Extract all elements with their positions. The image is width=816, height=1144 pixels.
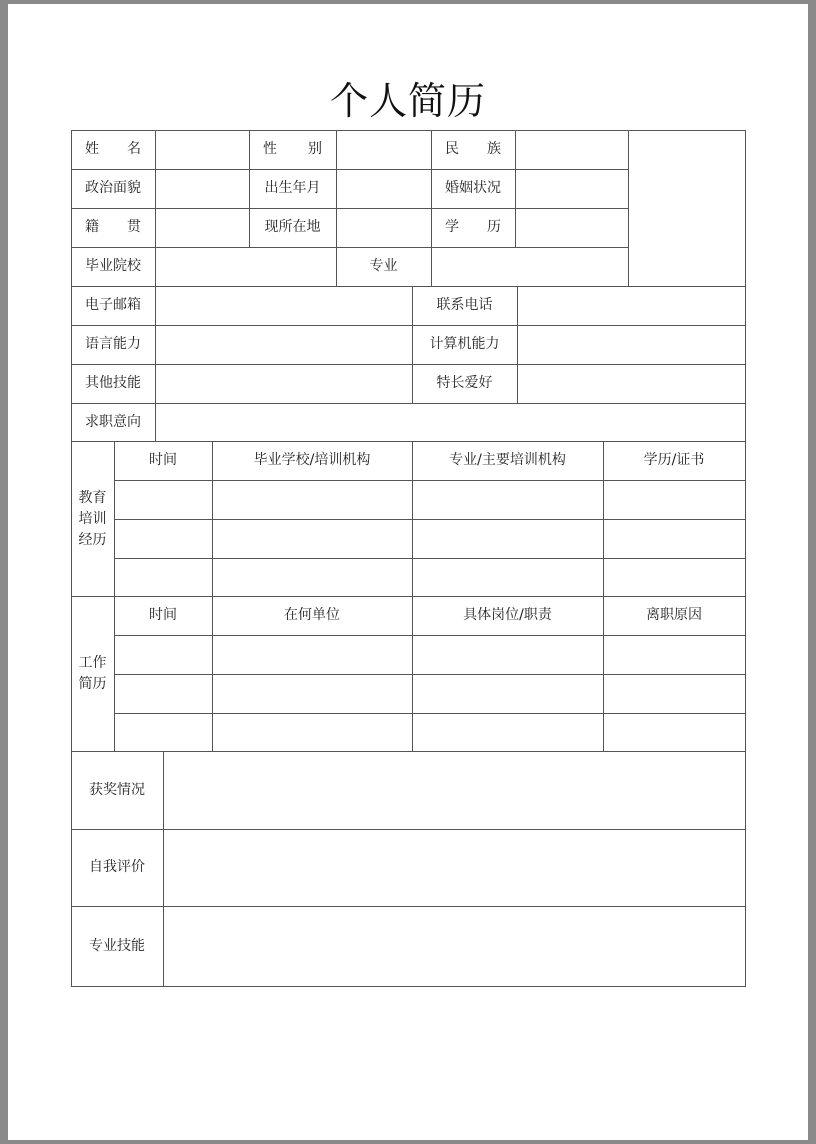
education-section-label-part-2: 培训 xyxy=(78,510,107,527)
work-row-2-col-4-field[interactable] xyxy=(603,674,746,714)
native-label-part-1: 籍 xyxy=(85,219,99,235)
education-header-4: 学历/证书 xyxy=(643,452,705,468)
hobby-field[interactable] xyxy=(517,364,746,404)
marital-label: 婚姻状况 xyxy=(445,180,501,196)
work-header-4: 离职原因 xyxy=(646,607,702,623)
education-row-2-col-2-field[interactable] xyxy=(212,519,413,559)
work-header-1: 时间 xyxy=(149,607,177,623)
name-label-part-1: 姓 xyxy=(85,141,99,157)
education-row-3-col-3-field[interactable] xyxy=(412,558,604,598)
education-row-2-col-1-field[interactable] xyxy=(114,519,213,559)
education-row-3-col-2-field[interactable] xyxy=(212,558,413,598)
photo-field[interactable] xyxy=(628,130,746,287)
marital-field[interactable] xyxy=(515,169,629,209)
education-section-label xyxy=(71,441,114,597)
work-row-1-col-2-field[interactable] xyxy=(212,635,413,675)
name-field[interactable] xyxy=(155,130,250,170)
page-title: 个人简历 xyxy=(329,79,486,123)
gender-label-part-2: 别 xyxy=(308,141,322,157)
education-level-label xyxy=(431,208,515,247)
work-row-2-col-3-field[interactable] xyxy=(412,674,604,714)
hobby-label: 特长爱好 xyxy=(436,375,493,391)
work-header-2: 在何单位 xyxy=(284,607,340,623)
pro-skills-label: 专业技能 xyxy=(89,937,145,954)
education-level-label-part-1: 学 xyxy=(445,219,459,235)
school-field[interactable] xyxy=(155,247,337,287)
political-label: 政治面貌 xyxy=(85,180,141,196)
gender-label xyxy=(249,130,336,169)
work-row-3-col-2-field[interactable] xyxy=(212,713,413,753)
education-row-1-col-2-field[interactable] xyxy=(212,480,413,520)
ethnic-label-part-1: 民 xyxy=(445,141,459,157)
native-field[interactable] xyxy=(155,208,250,248)
education-row-1-col-1-field[interactable] xyxy=(114,480,213,520)
education-level-field[interactable] xyxy=(515,208,629,248)
education-header-2: 毕业学校/培训机构 xyxy=(253,452,371,468)
work-row-3-col-4-field[interactable] xyxy=(603,713,746,753)
residence-field[interactable] xyxy=(336,208,432,248)
work-row-2-col-1-field[interactable] xyxy=(114,674,213,714)
work-row-1-col-3-field[interactable] xyxy=(412,635,604,675)
education-row-1-col-3-field[interactable] xyxy=(412,480,604,520)
email-field[interactable] xyxy=(155,286,413,326)
ethnic-label xyxy=(431,130,515,169)
birth-label: 出生年月 xyxy=(264,180,321,196)
ethnic-field[interactable] xyxy=(515,130,629,170)
email-label: 电子邮箱 xyxy=(85,297,141,313)
ethnic-label-part-2: 族 xyxy=(487,141,501,157)
language-field[interactable] xyxy=(155,325,413,365)
political-field[interactable] xyxy=(155,169,250,209)
education-section-label-part-1: 教育 xyxy=(78,489,107,506)
residence-label: 现所在地 xyxy=(264,219,321,235)
work-row-1-col-1-field[interactable] xyxy=(114,635,213,675)
major-label: 专业 xyxy=(369,258,398,274)
awards-label: 获奖情况 xyxy=(89,781,145,798)
education-row-1-col-4-field[interactable] xyxy=(603,480,746,520)
native-label xyxy=(71,208,155,247)
work-row-3-col-1-field[interactable] xyxy=(114,713,213,753)
self-eval-field[interactable] xyxy=(163,829,746,907)
education-row-3-col-4-field[interactable] xyxy=(603,558,746,598)
name-label xyxy=(71,130,155,169)
education-header-3: 专业/主要培训机构 xyxy=(449,452,566,468)
computer-label: 计算机能力 xyxy=(429,336,500,352)
job-intent-label: 求职意向 xyxy=(85,413,141,430)
education-level-label-part-2: 历 xyxy=(487,219,501,235)
gender-field[interactable] xyxy=(336,130,432,170)
work-header-3: 具体岗位/职责 xyxy=(463,607,552,623)
education-row-3-col-1-field[interactable] xyxy=(114,558,213,598)
work-row-2-col-2-field[interactable] xyxy=(212,674,413,714)
education-row-2-col-3-field[interactable] xyxy=(412,519,604,559)
computer-field[interactable] xyxy=(517,325,746,365)
education-section-label-part-3: 经历 xyxy=(78,531,107,548)
work-section-label-part-2: 简历 xyxy=(78,676,107,692)
school-label: 毕业院校 xyxy=(85,258,141,274)
other-skills-field[interactable] xyxy=(155,364,413,404)
job-intent-field[interactable] xyxy=(155,403,746,442)
gender-label-part-1: 性 xyxy=(263,141,277,157)
phone-field[interactable] xyxy=(517,286,746,326)
work-row-3-col-3-field[interactable] xyxy=(412,713,604,753)
other-skills-label: 其他技能 xyxy=(85,375,141,391)
awards-field[interactable] xyxy=(163,751,746,830)
work-row-1-col-4-field[interactable] xyxy=(603,635,746,675)
name-label-part-2: 名 xyxy=(127,141,141,157)
education-row-2-col-4-field[interactable] xyxy=(603,519,746,559)
major-field[interactable] xyxy=(431,247,629,287)
work-section-label-part-1: 工作 xyxy=(78,655,107,671)
work-section-label xyxy=(71,596,114,752)
phone-label: 联系电话 xyxy=(436,297,493,313)
education-header-1: 时间 xyxy=(149,452,177,468)
pro-skills-field[interactable] xyxy=(163,906,746,987)
native-label-part-2: 贯 xyxy=(127,219,141,235)
language-label: 语言能力 xyxy=(85,336,141,352)
self-eval-label: 自我评价 xyxy=(89,859,145,875)
birth-field[interactable] xyxy=(336,169,432,209)
